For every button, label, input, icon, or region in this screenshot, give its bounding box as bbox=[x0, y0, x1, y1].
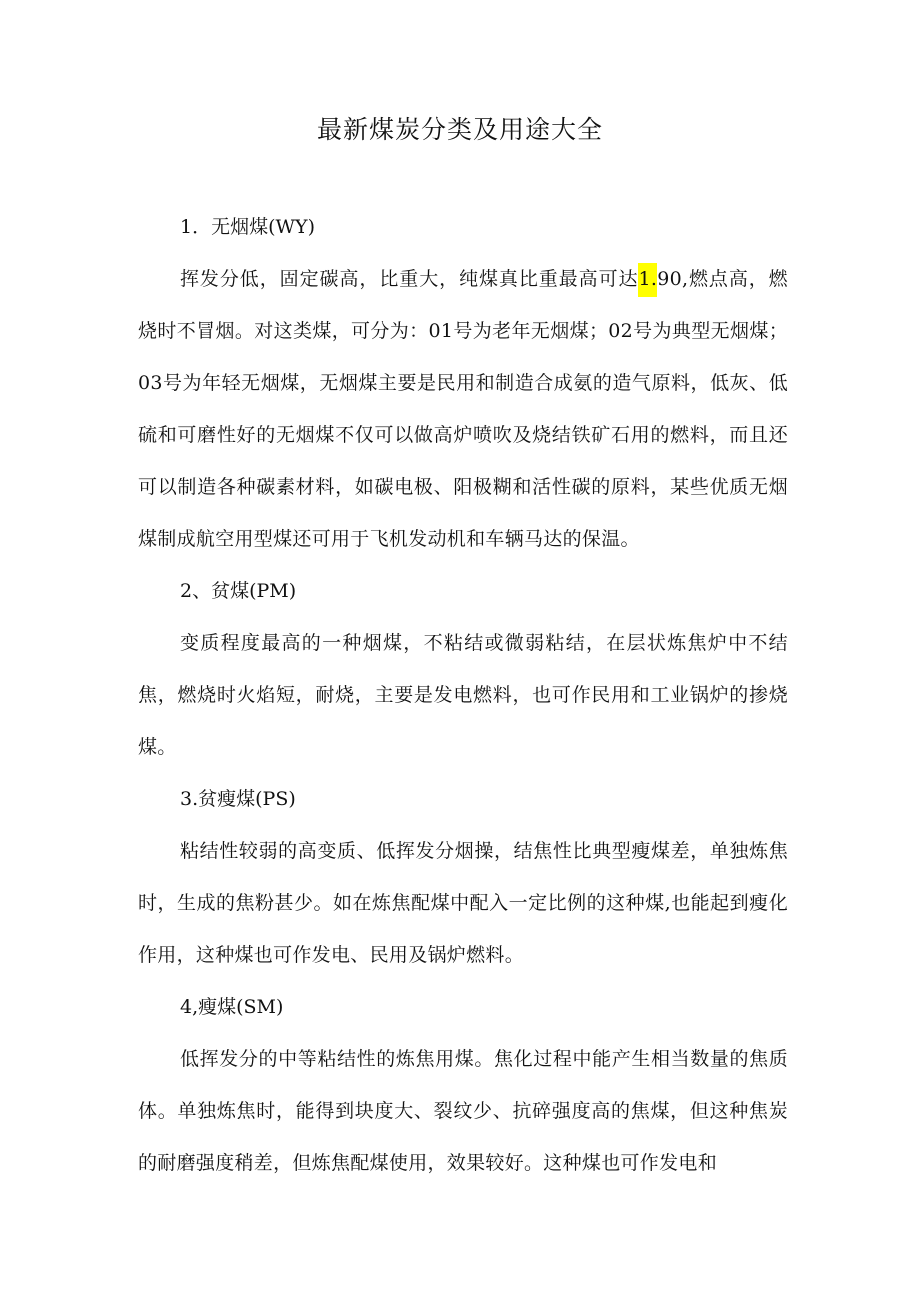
body-text: 挥发分低，固定碳高，比重大，纯煤真比重最高可达 bbox=[180, 268, 639, 290]
section-body-lean-meager-coal: 粘结性较弱的高变质、低挥发分烟操，结焦性比典型瘦煤差，单独炼焦时，生成的焦粉甚少。如在炼焦配煤中配入一定比例的这种煤,也能起到瘦化作用，这种煤也可作发电、民用及锅炉燃料。 bbox=[138, 840, 788, 966]
section-heading-anthracite: 1．无烟煤(WY) bbox=[180, 216, 315, 238]
highlighted-text: 1. bbox=[638, 263, 657, 297]
body-text: 90,燃点高，燃烧时不冒烟。对这类煤，可分为：01号为老年无烟煤；02号为典型无烟煤；03号为年轻无烟煤，无烟煤主要是民用和制造合成氨的造气原料，低灰、低硫和可磨性好的无烟煤不仅可以做高炉喷吹及烧结铁矿石用的燃料，而且还可以制造各种碳素材料，如碳电极、阳极糊和活性碳的原料，某些优质无烟煤制成航空用型煤还可用于飞机发动机和车辆马达的保温。 bbox=[138, 268, 788, 550]
document-title: 最新煤炭分类及用途大全 bbox=[316, 115, 603, 144]
section-heading-lean-meager-coal: 3.贫瘦煤(PS) bbox=[180, 788, 296, 810]
document-body bbox=[138, 201, 788, 1189]
section-heading-lean-coal: 2、贫煤(PM) bbox=[180, 580, 297, 602]
section-body-lean-coal: 变质程度最高的一种烟煤，不粘结或微弱粘结，在层状炼焦炉中不结焦，燃烧时火焰短，耐烧，主要是发电燃料，也可作民用和工业锅炉的掺烧煤。 bbox=[138, 632, 788, 758]
section-body-anthracite bbox=[138, 253, 788, 565]
section-body-meager-coal: 低挥发分的中等粘结性的炼焦用煤。焦化过程中能产生相当数量的焦质体。单独炼焦时，能得到块度大、裂纹少、抗碎强度高的焦煤，但这种焦炭的耐磨强度稍差，但炼焦配煤使用，效果较好。这种煤也可作发电和 bbox=[138, 1048, 788, 1174]
section-heading-meager-coal: 4,瘦煤(SM) bbox=[180, 996, 284, 1018]
